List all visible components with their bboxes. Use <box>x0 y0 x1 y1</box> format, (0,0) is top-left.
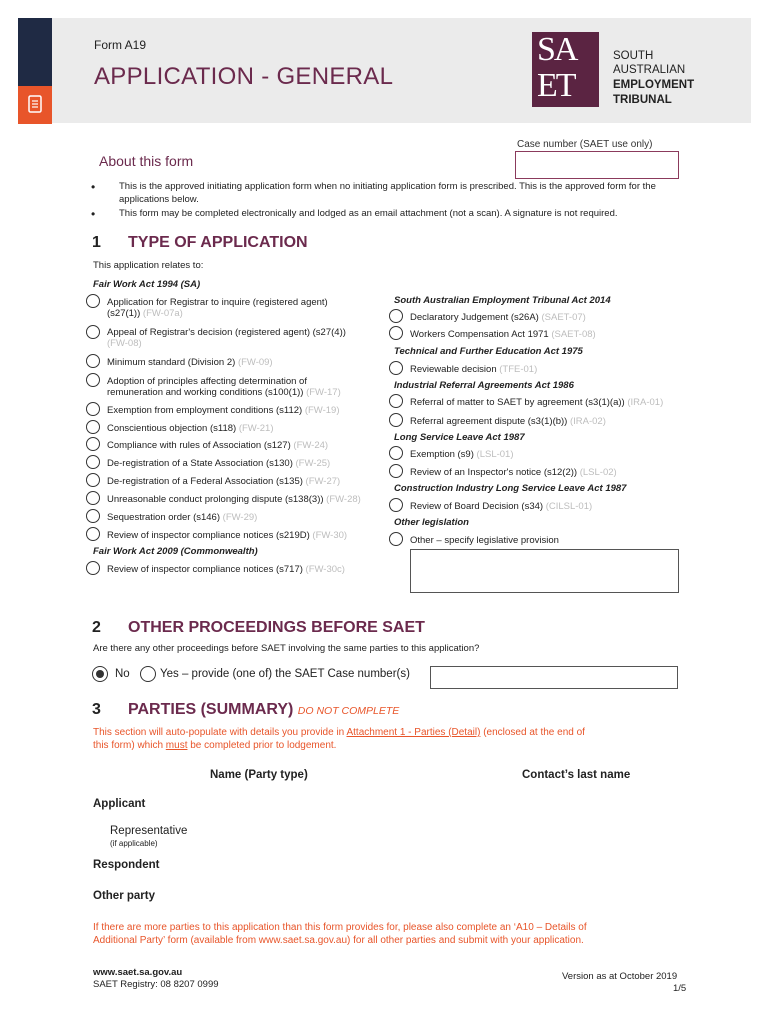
section-3-number: 3 <box>92 701 101 718</box>
radio-fw-25[interactable] <box>86 455 100 469</box>
option-other: Other – specify legislative provision <box>410 535 559 546</box>
case-number-label: Case number (SAET use only) <box>517 139 653 150</box>
section-2-question: Are there any other proceedings before SAET involving the same parties to this application? <box>93 643 480 654</box>
option-fw-25: De-registration of a State Association (s130) (FW-25) <box>107 458 331 469</box>
option-ira-02: Referral agreement dispute (s3(1)(b)) (IRA-02) <box>410 416 606 427</box>
radio-cilsl-01[interactable] <box>389 498 403 512</box>
radio-fw-28[interactable] <box>86 491 100 505</box>
radio-tfe-01[interactable] <box>389 361 403 375</box>
option-fw-30: Review of inspector compliance notices (s219D) (FW-30) <box>107 530 348 541</box>
act-heading-fw1994: Fair Work Act 1994 (SA) <box>93 279 201 290</box>
form-number: Form A19 <box>94 38 147 52</box>
other-legislation-input[interactable] <box>410 549 679 593</box>
act-heading-cilsl1987: Construction Industry Long Service Leave Act 1987 <box>394 483 627 494</box>
label-no: No <box>115 668 130 680</box>
option-fw-09: Minimum standard (Division 2) (FW-09) <box>107 357 273 368</box>
option-fw-07a: Application for Registrar to inquire (registered agent) (s27(1)) (FW-07a) <box>107 297 328 319</box>
section-1-intro: This application relates to: <box>93 260 204 271</box>
option-fw-29: Sequestration order (s146) (FW-29) <box>107 512 258 523</box>
section-1-number: 1 <box>92 234 101 251</box>
radio-fw-19[interactable] <box>86 402 100 416</box>
option-saet-08: Workers Compensation Act 1971 (SAET-08) <box>410 329 596 340</box>
radio-saet-07[interactable] <box>389 309 403 323</box>
radio-no-selected-dot <box>96 670 104 678</box>
logo-text-employment: EMPLOYMENT <box>613 79 695 91</box>
option-lsl-02: Review of an Inspector's notice (s12(2)) (LSL-02) <box>410 467 617 478</box>
party-other: Other party <box>93 890 155 902</box>
more-parties-note: If there are more parties to this application than this form provides for, please also complete an ‘A10 – Details of Additional Party’ form (available from www.saet.sa.gov.au) for all other parties and submit with your application. <box>93 922 587 946</box>
act-heading-lsl1987: Long Service Leave Act 1987 <box>394 432 525 443</box>
footer-registry: SAET Registry: 08 8207 0999 <box>93 979 219 990</box>
party-applicant: Applicant <box>93 798 146 810</box>
logo-text-tribunal: TRIBUNAL <box>613 94 672 106</box>
option-ira-01: Referral of matter to SAET by agreement (s3(1)(a)) (IRA-01) <box>410 397 664 408</box>
act-heading-tafe1975: Technical and Further Education Act 1975 <box>394 346 583 357</box>
radio-fw-29[interactable] <box>86 509 100 523</box>
radio-fw-07a[interactable] <box>86 294 100 308</box>
radio-fw-27[interactable] <box>86 473 100 487</box>
radio-fw-24[interactable] <box>86 437 100 451</box>
option-fw-24: Compliance with rules of Association (s127) (FW-24) <box>107 440 329 451</box>
column-header-contact: Contact’s last name <box>522 769 631 781</box>
option-fw-27: De-registration of a Federal Association (s135) (FW-27) <box>107 476 341 487</box>
about-heading: About this form <box>99 153 194 169</box>
section-3-title: PARTIES (SUMMARY) DO NOT COMPLETE <box>128 701 400 718</box>
act-heading-fw2009: Fair Work Act 2009 (Commonwealth) <box>93 546 258 557</box>
attachment-link[interactable]: Attachment 1 - Parties (Detail) <box>346 727 481 738</box>
bullet-dot: • <box>91 207 96 221</box>
option-fw-08: Appeal of Registrar's decision (registered agent) (s27(4)) (FW-08) <box>107 327 346 349</box>
act-heading-saet2014: South Australian Employment Tribunal Act 2014 <box>394 295 611 306</box>
act-heading-ira1986: Industrial Referral Agreements Act 1986 <box>394 380 574 391</box>
option-cilsl-01: Review of Board Decision (s34) (CILSL-01) <box>410 501 593 512</box>
section-1-title: TYPE OF APPLICATION <box>128 234 308 251</box>
option-fw-21: Conscientious objection (s118) (FW-21) <box>107 423 274 434</box>
logo-text-south: SOUTH <box>613 50 654 62</box>
radio-other[interactable] <box>389 532 403 546</box>
section-2-title: OTHER PROCEEDINGS BEFORE SAET <box>128 619 425 636</box>
radio-ira-02[interactable] <box>389 413 403 427</box>
section-2-number: 2 <box>92 619 101 636</box>
if-applicable-note: (if applicable) <box>110 839 158 848</box>
radio-yes[interactable] <box>140 666 156 682</box>
radio-fw-30c[interactable] <box>86 561 100 575</box>
radio-fw-17[interactable] <box>86 373 100 387</box>
radio-fw-30[interactable] <box>86 527 100 541</box>
logo-mark-top: SA <box>537 31 577 68</box>
option-lsl-01: Exemption (s9) (LSL-01) <box>410 449 514 460</box>
option-tfe-01: Reviewable decision (TFE-01) <box>410 364 538 375</box>
bullet-dot: • <box>91 180 96 194</box>
option-fw-30c: Review of inspector compliance notices (s717) (FW-30c) <box>107 564 345 575</box>
footer-website: www.saet.sa.gov.au <box>93 967 183 978</box>
radio-no[interactable] <box>92 666 108 682</box>
case-number-input[interactable] <box>515 151 679 179</box>
option-fw-19: Exemption from employment conditions (s112) (FW-19) <box>107 405 340 416</box>
radio-ira-01[interactable] <box>389 394 403 408</box>
document-icon[interactable] <box>18 86 52 124</box>
logo-mark-bottom: ET <box>537 67 575 104</box>
column-header-name: Name (Party type) <box>210 769 308 781</box>
section-3-instructions: This section will auto-populate with details you provide in Attachment 1 - Parties (Detail) (enclosed at the end of this form) which must be completed prior to lodgement. <box>93 727 585 751</box>
radio-fw-21[interactable] <box>86 420 100 434</box>
option-fw-17: Adoption of principles affecting determination of remuneration and working conditions (s100(1)) (FW-17) <box>107 376 341 398</box>
about-bullet-1: This is the approved initiating application form when no initiating application form is prescribed. This is the approved form for the applications below. <box>119 181 656 205</box>
radio-lsl-02[interactable] <box>389 464 403 478</box>
footer-page-number: 1/5 <box>673 983 687 994</box>
party-respondent: Respondent <box>93 859 160 871</box>
radio-fw-09[interactable] <box>86 354 100 368</box>
logo-text-australian: AUSTRALIAN <box>613 64 686 76</box>
option-fw-28: Unreasonable conduct prolonging dispute (s138(3)) (FW-28) <box>107 494 361 505</box>
page-title: APPLICATION - GENERAL <box>94 63 394 90</box>
radio-lsl-01[interactable] <box>389 446 403 460</box>
act-heading-other: Other legislation <box>394 517 469 528</box>
label-yes: Yes – provide (one of) the SAET Case number(s) <box>160 668 410 680</box>
radio-saet-08[interactable] <box>389 326 403 340</box>
option-saet-07: Declaratory Judgement (s26A) (SAET-07) <box>410 312 586 323</box>
radio-fw-08[interactable] <box>86 325 100 339</box>
saet-logo <box>532 32 599 107</box>
footer-version: Version as at October 2019 <box>562 971 678 982</box>
do-not-complete-note: DO NOT COMPLETE <box>297 705 400 717</box>
about-bullet-2: This form may be completed electronically and lodged as an email attachment (not a scan). A signature is not required. <box>119 208 618 219</box>
party-representative: Representative <box>110 825 188 837</box>
saet-case-number-input[interactable] <box>430 666 678 689</box>
